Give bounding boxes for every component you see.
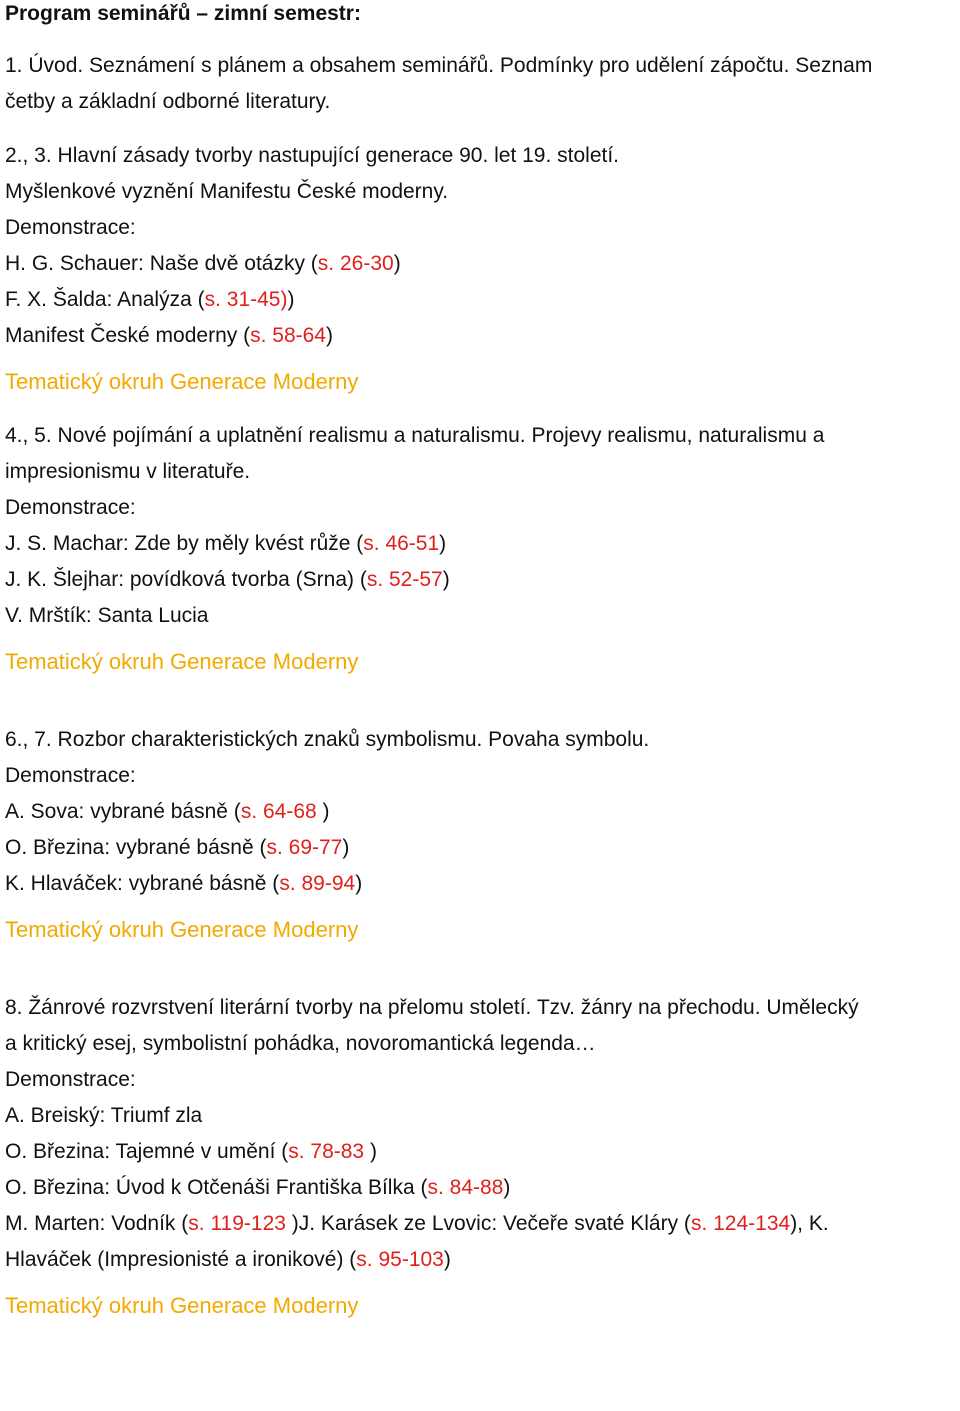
reading-item: A. Breiský: Triumf zla	[5, 1104, 203, 1127]
reading-item: A. Sova: vybrané básně (s. 64-68 )	[5, 800, 330, 823]
reading-item: H. G. Schauer: Naše dvě otázky (s. 26-30)	[5, 252, 401, 275]
theme-link[interactable]: Tematický okruh Generace Moderny	[5, 917, 359, 942]
section-1-line-2: četby a základní odborné literatury.	[5, 90, 331, 113]
page-reference: s. 52-57	[366, 568, 443, 591]
reading-item: Hlaváček (Impresionisté a ironikové) (s. 95-103)	[5, 1248, 451, 1271]
page-reference: s. 119-123	[188, 1212, 286, 1235]
page-reference: s. 46-51	[363, 532, 440, 555]
page-reference: s. 26-30	[317, 252, 394, 275]
page-reference: s. 84-88	[427, 1176, 504, 1199]
page-reference: s. 95-103	[356, 1248, 444, 1271]
theme-link[interactable]: Tematický okruh Generace Moderny	[5, 649, 359, 674]
section-4-line-1: 6., 7. Rozbor charakteristických znaků symbolismu. Povaha symbolu.	[5, 728, 650, 751]
theme-link[interactable]: Tematický okruh Generace Moderny	[5, 1293, 359, 1318]
section-2-line-2: Myšlenkové vyznění Manifestu České moderny.	[5, 180, 449, 203]
page-reference: s. 78-83	[288, 1140, 365, 1163]
section-1-line-1: 1. Úvod. Seznámení s plánem a obsahem seminářů. Podmínky pro udělení zápočtu. Seznam	[5, 54, 873, 77]
page-reference: s. 124-134	[690, 1212, 791, 1235]
document-page	[5, 0, 960, 1324]
reading-item: F. X. Šalda: Analýza (s. 31-45))	[5, 288, 295, 311]
reading-item: J. S. Machar: Zde by měly kvést růže (s. 46-51)	[5, 532, 447, 555]
section-3-line-2: impresionismu v literatuře.	[5, 460, 251, 483]
reading-item: M. Marten: Vodník (s. 119-123 )J. Karásek ze Lvovic: Večeře svaté Kláry (s. 124-134), K.	[5, 1212, 829, 1235]
demonstration-label: Demonstrace:	[5, 764, 136, 787]
demonstration-label: Demonstrace:	[5, 216, 136, 239]
page-reference: s. 58-64	[250, 324, 326, 347]
reading-item: J. K. Šlejhar: povídková tvorba (Srna) (s. 52-57)	[5, 568, 450, 591]
reading-item: O. Březina: vybrané básně (s. 69-77)	[5, 836, 350, 859]
section-3-line-1: 4., 5. Nové pojímání a uplatnění realismu a naturalismu. Projevy realismu, naturalismu a	[5, 424, 825, 447]
section-2-line-1: 2., 3. Hlavní zásady tvorby nastupující generace 90. let 19. století.	[5, 144, 620, 167]
demonstration-label: Demonstrace:	[5, 1068, 136, 1091]
theme-link[interactable]: Tematický okruh Generace Moderny	[5, 369, 359, 394]
page-reference: s. 69-77	[266, 836, 343, 859]
reading-item: V. Mrštík: Santa Lucia	[5, 604, 209, 627]
section-5-line-2: a kritický esej, symbolistní pohádka, novoromantická legenda…	[5, 1032, 596, 1055]
reading-item: K. Hlaváček: vybrané básně (s. 89-94)	[5, 872, 363, 895]
section-5-line-1: 8. Žánrové rozvrstvení literární tvorby na přelomu století. Tzv. žánry na přechodu. Umělecký	[5, 996, 859, 1019]
page-reference: s. 89-94	[279, 872, 356, 895]
page-reference: s. 64-68	[240, 800, 317, 823]
reading-item: O. Březina: Úvod k Otčenáši Františka Bílka (s. 84-88)	[5, 1176, 511, 1199]
reading-item: Manifest České moderny (s. 58-64)	[5, 324, 333, 347]
demonstration-label: Demonstrace:	[5, 496, 136, 519]
page-reference: s. 31-45)	[204, 288, 288, 311]
document-title: Program seminářů – zimní semestr:	[5, 2, 361, 25]
reading-item: O. Březina: Tajemné v umění (s. 78-83 )	[5, 1140, 377, 1163]
